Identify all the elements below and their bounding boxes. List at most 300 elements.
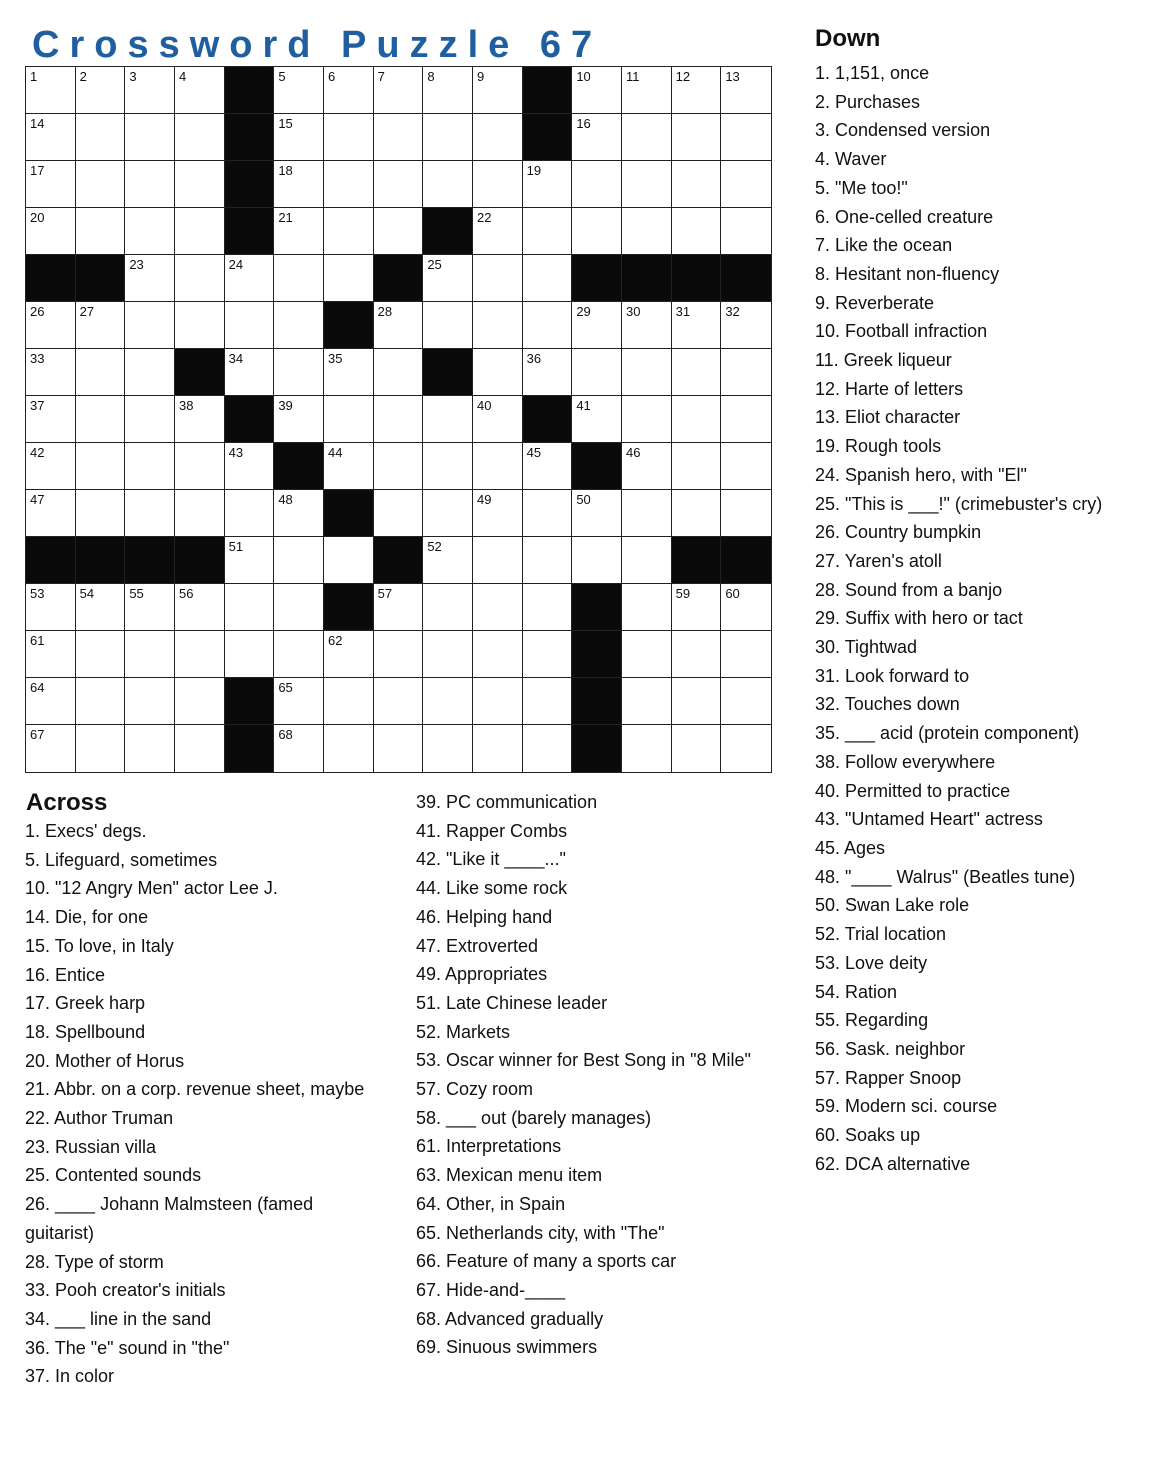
grid-cell[interactable] bbox=[324, 114, 374, 161]
grid-cell[interactable] bbox=[572, 114, 622, 161]
grid-cell[interactable] bbox=[572, 396, 622, 443]
grid-cell[interactable] bbox=[175, 255, 225, 302]
cell-number: 68 bbox=[278, 727, 293, 742]
grid-cell[interactable] bbox=[274, 490, 324, 537]
grid-cell[interactable] bbox=[572, 161, 622, 208]
black-square bbox=[225, 396, 275, 443]
cell-number: 45 bbox=[526, 445, 542, 460]
grid-cell[interactable] bbox=[125, 725, 175, 772]
clue-item: 24. Spanish hero, with "El" bbox=[815, 464, 1027, 485]
clue-item: 26. Country bumpkin bbox=[815, 522, 982, 543]
cell-number: 33 bbox=[30, 351, 45, 366]
grid-cell[interactable] bbox=[423, 67, 473, 114]
clue-item: 4. Waver bbox=[815, 149, 887, 170]
grid-cell[interactable] bbox=[473, 490, 523, 537]
grid-cell[interactable] bbox=[473, 208, 523, 255]
grid-cell[interactable] bbox=[473, 584, 523, 631]
cell-number: 3 bbox=[129, 69, 137, 84]
grid-cell[interactable] bbox=[324, 631, 374, 678]
grid-cell[interactable] bbox=[125, 161, 175, 208]
grid-cell[interactable] bbox=[125, 631, 175, 678]
grid-cell[interactable] bbox=[76, 443, 126, 490]
black-square bbox=[523, 396, 573, 443]
grid-cell[interactable] bbox=[125, 67, 175, 114]
grid-cell[interactable] bbox=[622, 678, 672, 725]
clue-item: 45. Ages bbox=[815, 837, 886, 858]
grid-cell[interactable] bbox=[672, 631, 722, 678]
grid-cell[interactable] bbox=[324, 67, 374, 114]
cell-number: 53 bbox=[30, 586, 45, 601]
grid-cell[interactable] bbox=[324, 396, 374, 443]
black-square bbox=[572, 631, 622, 678]
grid-cell[interactable] bbox=[76, 396, 126, 443]
grid-cell[interactable] bbox=[175, 443, 225, 490]
cell-number: 55 bbox=[129, 586, 144, 601]
grid-cell[interactable] bbox=[274, 161, 324, 208]
grid-cell[interactable] bbox=[523, 161, 573, 208]
clue-item: 59. Modern sci. course bbox=[815, 1096, 998, 1117]
grid-cell[interactable] bbox=[721, 678, 771, 725]
grid-cell[interactable] bbox=[225, 584, 275, 631]
grid-cell[interactable] bbox=[672, 725, 722, 772]
clue-item: 29. Suffix with hero or tact bbox=[815, 608, 1023, 629]
grid-cell[interactable] bbox=[423, 255, 473, 302]
grid-cell[interactable] bbox=[572, 208, 622, 255]
grid-cell[interactable] bbox=[721, 631, 771, 678]
clue-item: 21. Abbr. on a corp. revenue sheet, maybe bbox=[25, 1079, 365, 1100]
grid-cell[interactable] bbox=[423, 161, 473, 208]
grid-cell[interactable] bbox=[473, 537, 523, 584]
clue-item: 47. Extroverted bbox=[416, 935, 539, 956]
cell-number: 65 bbox=[278, 680, 293, 695]
cell-number: 8 bbox=[427, 69, 435, 84]
grid-cell[interactable] bbox=[523, 443, 573, 490]
grid-cell[interactable] bbox=[672, 208, 722, 255]
cell-number: 34 bbox=[228, 351, 244, 366]
across-clue-list-1 bbox=[25, 817, 370, 1391]
cell-number: 31 bbox=[675, 304, 691, 319]
grid-cell[interactable] bbox=[523, 302, 573, 349]
grid-cell[interactable] bbox=[324, 255, 374, 302]
cell-number: 29 bbox=[576, 304, 591, 319]
crossword-grid bbox=[25, 66, 772, 773]
clue-item: 53. Love deity bbox=[815, 952, 928, 973]
black-square bbox=[225, 67, 275, 114]
black-square bbox=[374, 255, 424, 302]
grid-cell[interactable] bbox=[175, 584, 225, 631]
cell-number: 48 bbox=[278, 492, 293, 507]
clue-item: 36. The "e" sound in "the" bbox=[25, 1337, 230, 1358]
clue-item: 30. Tightwad bbox=[815, 637, 918, 658]
clue-item: 8. Hesitant non-fluency bbox=[815, 263, 1000, 284]
clue-item: 43. "Untamed Heart" actress bbox=[815, 809, 1043, 830]
grid-cell[interactable] bbox=[26, 678, 76, 725]
grid-cell[interactable] bbox=[274, 67, 324, 114]
grid-cell[interactable] bbox=[423, 584, 473, 631]
grid-cell[interactable] bbox=[374, 490, 424, 537]
grid-cell[interactable] bbox=[125, 584, 175, 631]
grid-cell[interactable] bbox=[26, 302, 76, 349]
cell-number: 39 bbox=[278, 398, 293, 413]
grid-cell[interactable] bbox=[274, 396, 324, 443]
black-square bbox=[572, 584, 622, 631]
grid-cell[interactable] bbox=[473, 396, 523, 443]
grid-cell[interactable] bbox=[374, 208, 424, 255]
grid-cell[interactable] bbox=[26, 725, 76, 772]
black-square bbox=[572, 255, 622, 302]
grid-cell[interactable] bbox=[274, 678, 324, 725]
clue-item: 39. PC communication bbox=[416, 792, 598, 812]
grid-cell[interactable] bbox=[324, 537, 374, 584]
grid-cell[interactable] bbox=[721, 396, 771, 443]
grid-cell[interactable] bbox=[175, 490, 225, 537]
grid-cell[interactable] bbox=[572, 302, 622, 349]
clue-item: 25. "This is ___!" (crimebuster's cry) bbox=[815, 493, 1103, 514]
grid-cell[interactable] bbox=[473, 631, 523, 678]
cell-number: 25 bbox=[427, 257, 442, 272]
grid-cell[interactable] bbox=[523, 584, 573, 631]
grid-cell[interactable] bbox=[423, 631, 473, 678]
grid-cell[interactable] bbox=[76, 349, 126, 396]
cell-number: 67 bbox=[30, 727, 45, 742]
cell-number: 32 bbox=[725, 304, 740, 319]
clue-item: 19. Rough tools bbox=[815, 436, 942, 457]
grid-cell[interactable] bbox=[225, 490, 275, 537]
grid-cell[interactable] bbox=[76, 67, 126, 114]
clue-item: 5. "Me too!" bbox=[815, 177, 908, 198]
grid-cell[interactable] bbox=[175, 114, 225, 161]
grid-cell[interactable] bbox=[622, 208, 672, 255]
cell-number: 9 bbox=[477, 69, 485, 84]
clue-item: 15. To love, in Italy bbox=[25, 935, 174, 956]
cell-number: 6 bbox=[328, 69, 336, 84]
clue-item: 5. Lifeguard, sometimes bbox=[25, 849, 218, 870]
grid-cell[interactable] bbox=[473, 443, 523, 490]
grid-cell[interactable] bbox=[274, 584, 324, 631]
grid-cell[interactable] bbox=[523, 208, 573, 255]
cell-number: 17 bbox=[30, 163, 45, 178]
grid-cell[interactable] bbox=[225, 443, 275, 490]
cell-number: 16 bbox=[576, 116, 591, 131]
grid-cell[interactable] bbox=[423, 114, 473, 161]
cell-number: 19 bbox=[526, 163, 542, 178]
grid-cell[interactable] bbox=[374, 67, 424, 114]
grid-cell[interactable] bbox=[274, 537, 324, 584]
grid-cell[interactable] bbox=[374, 584, 424, 631]
black-square bbox=[26, 255, 76, 302]
cell-number: 28 bbox=[377, 304, 393, 319]
grid-cell[interactable] bbox=[175, 631, 225, 678]
clue-item: 1. Execs' degs. bbox=[25, 821, 147, 841]
grid-cell[interactable] bbox=[225, 631, 275, 678]
cell-number: 37 bbox=[30, 398, 45, 413]
clue-item: 55. Regarding bbox=[815, 1010, 929, 1031]
clue-item: 31. Look forward to bbox=[815, 665, 970, 686]
cell-number: 12 bbox=[675, 69, 691, 84]
grid-cell[interactable] bbox=[26, 584, 76, 631]
grid-cell[interactable] bbox=[672, 678, 722, 725]
grid-cell[interactable] bbox=[622, 114, 672, 161]
grid-cell[interactable] bbox=[125, 396, 175, 443]
clue-item: 28. Type of storm bbox=[25, 1251, 164, 1272]
grid-cell[interactable] bbox=[473, 114, 523, 161]
grid-cell[interactable] bbox=[374, 725, 424, 772]
grid-cell[interactable] bbox=[473, 349, 523, 396]
grid-cell[interactable] bbox=[721, 490, 771, 537]
grid-cell[interactable] bbox=[175, 725, 225, 772]
grid-cell[interactable] bbox=[473, 725, 523, 772]
grid-cell[interactable] bbox=[225, 255, 275, 302]
black-square bbox=[225, 725, 275, 772]
cell-number: 27 bbox=[79, 304, 95, 319]
grid-cell[interactable] bbox=[423, 396, 473, 443]
grid-cell[interactable] bbox=[26, 67, 76, 114]
across-heading: Across bbox=[26, 789, 108, 816]
clue-item: 37. In color bbox=[25, 1366, 115, 1387]
grid-cell[interactable] bbox=[672, 396, 722, 443]
grid-cell[interactable] bbox=[175, 302, 225, 349]
grid-cell[interactable] bbox=[721, 302, 771, 349]
grid-cell[interactable] bbox=[473, 678, 523, 725]
grid-cell[interactable] bbox=[76, 208, 126, 255]
grid-cell[interactable] bbox=[26, 114, 76, 161]
grid-cell[interactable] bbox=[721, 67, 771, 114]
grid-cell[interactable] bbox=[324, 443, 374, 490]
grid-cell[interactable] bbox=[572, 537, 622, 584]
grid-cell[interactable] bbox=[622, 349, 672, 396]
grid-cell[interactable] bbox=[274, 255, 324, 302]
grid-cell[interactable] bbox=[76, 302, 126, 349]
grid-cell[interactable] bbox=[374, 161, 424, 208]
grid-cell[interactable] bbox=[473, 302, 523, 349]
grid-cell[interactable] bbox=[76, 490, 126, 537]
cell-number: 50 bbox=[576, 492, 591, 507]
grid-cell[interactable] bbox=[672, 584, 722, 631]
grid-cell[interactable] bbox=[423, 725, 473, 772]
down-heading: Down bbox=[815, 25, 881, 52]
clue-item: 42. "Like it ____..." bbox=[416, 849, 566, 870]
cell-number: 60 bbox=[725, 586, 740, 601]
grid-cell[interactable] bbox=[622, 490, 672, 537]
grid-cell[interactable] bbox=[622, 67, 672, 114]
clue-item: 13. Eliot character bbox=[815, 407, 961, 428]
black-square bbox=[572, 678, 622, 725]
grid-cell[interactable] bbox=[374, 631, 424, 678]
black-square bbox=[175, 537, 225, 584]
cell-number: 36 bbox=[526, 351, 542, 366]
cell-number: 52 bbox=[427, 539, 442, 554]
grid-cell[interactable] bbox=[274, 114, 324, 161]
grid-cell[interactable] bbox=[374, 396, 424, 443]
grid-cell[interactable] bbox=[125, 255, 175, 302]
grid-cell[interactable] bbox=[26, 161, 76, 208]
grid-cell[interactable] bbox=[26, 208, 76, 255]
grid-cell[interactable] bbox=[721, 208, 771, 255]
grid-cell[interactable] bbox=[523, 255, 573, 302]
grid-cell[interactable] bbox=[324, 725, 374, 772]
grid-cell[interactable] bbox=[26, 349, 76, 396]
grid-cell[interactable] bbox=[374, 349, 424, 396]
grid-cell[interactable] bbox=[423, 490, 473, 537]
grid-cell[interactable] bbox=[672, 349, 722, 396]
clue-item: 11. Greek liqueur bbox=[815, 350, 952, 371]
grid-cell[interactable] bbox=[523, 725, 573, 772]
black-square bbox=[622, 255, 672, 302]
grid-cell[interactable] bbox=[125, 114, 175, 161]
grid-cell[interactable] bbox=[175, 67, 225, 114]
black-square bbox=[175, 349, 225, 396]
grid-cell[interactable] bbox=[175, 678, 225, 725]
clue-item: 58. ___ out (barely manages) bbox=[416, 1107, 652, 1128]
grid-cell[interactable] bbox=[572, 490, 622, 537]
grid-cell[interactable] bbox=[523, 631, 573, 678]
grid-cell[interactable] bbox=[125, 349, 175, 396]
grid-cell[interactable] bbox=[324, 161, 374, 208]
grid-cell[interactable] bbox=[175, 161, 225, 208]
cell-number: 15 bbox=[278, 116, 293, 131]
grid-cell[interactable] bbox=[572, 67, 622, 114]
grid-cell[interactable] bbox=[523, 537, 573, 584]
grid-cell[interactable] bbox=[324, 349, 374, 396]
clue-item: 62. DCA alternative bbox=[815, 1153, 971, 1174]
grid-cell[interactable] bbox=[672, 114, 722, 161]
grid-cell[interactable] bbox=[423, 537, 473, 584]
cell-number: 59 bbox=[675, 586, 691, 601]
grid-cell[interactable] bbox=[374, 443, 424, 490]
clue-item: 34. ___ line in the sand bbox=[25, 1308, 212, 1329]
clue-item: 26. ____ Johann Malmsteen (famed guitarist) bbox=[25, 1194, 314, 1243]
grid-cell[interactable] bbox=[76, 584, 126, 631]
grid-cell[interactable] bbox=[76, 678, 126, 725]
clue-item: 7. Like the ocean bbox=[815, 235, 953, 256]
black-square bbox=[324, 302, 374, 349]
grid-cell[interactable] bbox=[324, 208, 374, 255]
cell-number: 61 bbox=[30, 633, 45, 648]
grid-cell[interactable] bbox=[26, 443, 76, 490]
grid-cell[interactable] bbox=[76, 725, 126, 772]
grid-cell[interactable] bbox=[721, 349, 771, 396]
grid-cell[interactable] bbox=[523, 678, 573, 725]
clue-item: 32. Touches down bbox=[815, 694, 960, 715]
grid-cell[interactable] bbox=[374, 114, 424, 161]
grid-cell[interactable] bbox=[374, 678, 424, 725]
clue-item: 27. Yaren's atoll bbox=[815, 550, 942, 571]
grid-cell[interactable] bbox=[274, 725, 324, 772]
grid-cell[interactable] bbox=[672, 302, 722, 349]
clue-item: 33. Pooh creator's initials bbox=[25, 1280, 226, 1301]
black-square bbox=[721, 537, 771, 584]
clue-item: 49. Appropriates bbox=[416, 964, 548, 985]
clue-item: 54. Ration bbox=[815, 981, 898, 1002]
black-square bbox=[374, 537, 424, 584]
cell-number: 41 bbox=[576, 398, 591, 413]
grid-cell[interactable] bbox=[622, 584, 672, 631]
grid-cell[interactable] bbox=[374, 302, 424, 349]
cell-number: 47 bbox=[30, 492, 45, 507]
grid-cell[interactable] bbox=[26, 490, 76, 537]
grid-cell[interactable] bbox=[721, 114, 771, 161]
cell-number: 13 bbox=[725, 69, 740, 84]
grid-cell[interactable] bbox=[125, 302, 175, 349]
grid-cell[interactable] bbox=[622, 443, 672, 490]
grid-cell[interactable] bbox=[76, 631, 126, 678]
grid-cell[interactable] bbox=[274, 631, 324, 678]
clue-item: 41. Rapper Combs bbox=[416, 820, 568, 841]
grid-cell[interactable] bbox=[125, 208, 175, 255]
clue-item: 53. Oscar winner for Best Song in "8 Mile" bbox=[416, 1050, 751, 1071]
grid-cell[interactable] bbox=[225, 349, 275, 396]
grid-cell[interactable] bbox=[523, 490, 573, 537]
grid-cell[interactable] bbox=[672, 490, 722, 537]
cell-number: 10 bbox=[576, 69, 591, 84]
grid-cell[interactable] bbox=[225, 302, 275, 349]
grid-cell[interactable] bbox=[622, 161, 672, 208]
grid-cell[interactable] bbox=[721, 161, 771, 208]
cell-number: 49 bbox=[477, 492, 492, 507]
grid-cell[interactable] bbox=[622, 302, 672, 349]
clue-item: 63. Mexican menu item bbox=[416, 1165, 603, 1186]
grid-cell[interactable] bbox=[76, 161, 126, 208]
clue-item: 44. Like some rock bbox=[416, 878, 568, 899]
black-square bbox=[76, 255, 126, 302]
grid-cell[interactable] bbox=[125, 678, 175, 725]
black-square bbox=[572, 725, 622, 772]
grid-cell[interactable] bbox=[26, 631, 76, 678]
grid-cell[interactable] bbox=[622, 537, 672, 584]
grid-cell[interactable] bbox=[324, 678, 374, 725]
grid-cell[interactable] bbox=[721, 443, 771, 490]
cell-number: 24 bbox=[228, 257, 244, 272]
grid-cell[interactable] bbox=[175, 208, 225, 255]
grid-cell[interactable] bbox=[274, 208, 324, 255]
grid-cell[interactable] bbox=[423, 443, 473, 490]
grid-cell[interactable] bbox=[423, 302, 473, 349]
black-square bbox=[523, 114, 573, 161]
grid-cell[interactable] bbox=[175, 396, 225, 443]
black-square bbox=[274, 443, 324, 490]
grid-cell[interactable] bbox=[473, 67, 523, 114]
clue-item: 64. Other, in Spain bbox=[416, 1193, 566, 1214]
grid-cell[interactable] bbox=[423, 678, 473, 725]
grid-cell[interactable] bbox=[523, 349, 573, 396]
grid-cell[interactable] bbox=[672, 443, 722, 490]
grid-cell[interactable] bbox=[125, 443, 175, 490]
clue-item: 28. Sound from a banjo bbox=[815, 579, 1003, 600]
grid-cell[interactable] bbox=[721, 725, 771, 772]
grid-cell[interactable] bbox=[473, 161, 523, 208]
grid-cell[interactable] bbox=[622, 396, 672, 443]
grid-cell[interactable] bbox=[225, 537, 275, 584]
grid-cell[interactable] bbox=[26, 396, 76, 443]
grid-cell[interactable] bbox=[274, 349, 324, 396]
grid-cell[interactable] bbox=[672, 67, 722, 114]
grid-cell[interactable] bbox=[622, 725, 672, 772]
grid-cell[interactable] bbox=[672, 161, 722, 208]
clue-item: 16. Entice bbox=[25, 964, 106, 985]
grid-cell[interactable] bbox=[76, 114, 126, 161]
clue-item: 38. Follow everywhere bbox=[815, 751, 996, 772]
grid-cell[interactable] bbox=[274, 302, 324, 349]
cell-number: 43 bbox=[228, 445, 244, 460]
clue-item: 52. Markets bbox=[416, 1021, 511, 1042]
grid-cell[interactable] bbox=[125, 490, 175, 537]
clue-item: 67. Hide-and-____ bbox=[416, 1279, 566, 1300]
grid-cell[interactable] bbox=[572, 349, 622, 396]
grid-cell[interactable] bbox=[622, 631, 672, 678]
grid-cell[interactable] bbox=[473, 255, 523, 302]
clue-item: 68. Advanced gradually bbox=[416, 1308, 604, 1329]
grid-cell[interactable] bbox=[721, 584, 771, 631]
